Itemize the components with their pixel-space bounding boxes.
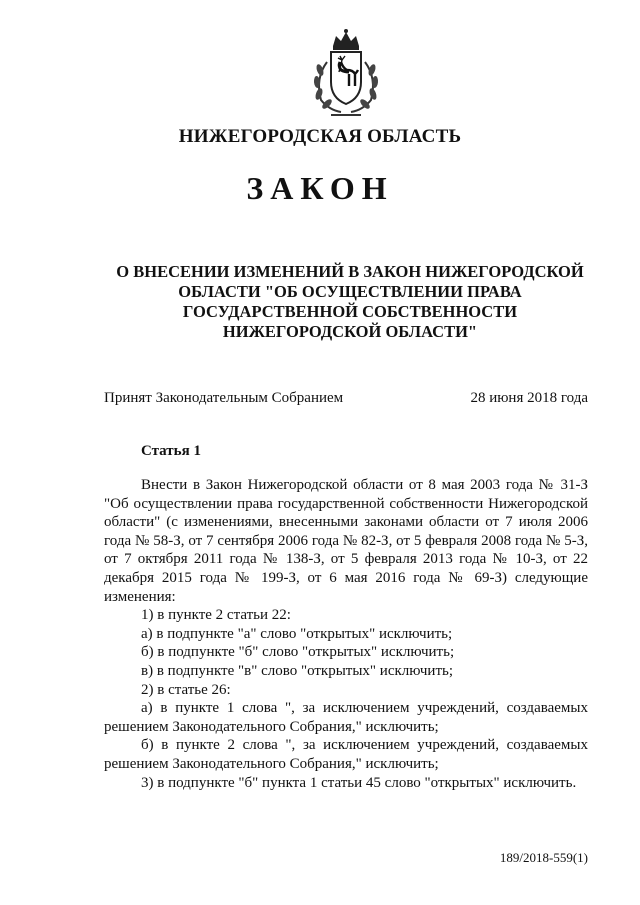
article-body: [104, 476, 588, 792]
adoption-date: 28 июня 2018 года: [470, 390, 588, 406]
list-item: в) в подпункте "в" слово "открытых" исключить;: [141, 662, 454, 679]
list-item: 3) в подпункте "б" пункта 1 статьи 45 слово "открытых" исключить.: [141, 774, 577, 791]
law-title: О ВНЕСЕНИИ ИЗМЕНЕНИЙ В ЗАКОН НИЖЕГОРОДСКОЙ ОБЛАСТИ "ОБ ОСУЩЕСТВЛЕНИИ ПРАВА ГОСУДАРСТВЕННОЙ СОБСТВЕННОСТИ НИЖЕГОРОДСКОЙ ОБЛАСТИ": [116, 262, 584, 341]
list-item: 2) в статье 26:: [141, 681, 231, 698]
article-intro: Внести в Закон Нижегородской области от 8 мая 2003 года № 31-З "Об осуществлении права государственной собственности Нижегородской области" (с изменениями, внесенными законами области от 7 июля 2006 года № 58-З, от 7 сентября 2006 года № 82-З, от 5 февраля 2008 года № 5-З, от 7 октября 2011 года № 138-З, от 5 февраля 2013 года № 10-З, от 22 декабря 2015 года № 199-З, от 6 мая 2016 года № 69-З) следующие изменения:: [104, 477, 588, 605]
adopted-by: Принят Законодательным Собранием: [104, 390, 344, 406]
region-name: НИЖЕГОРОДСКАЯ ОБЛАСТЬ: [178, 126, 462, 147]
list-item: а) в пункте 1 слова ", за исключением учреждений, создаваемых решением Законодательного Собрания," исключить;: [104, 700, 588, 735]
nizhny-novgorod-coat-of-arms-icon: [305, 28, 387, 116]
document-type: ЗАКОН: [246, 170, 394, 206]
document-reference-number: 189/2018-559(1): [499, 850, 588, 865]
article-heading: Статья 1: [141, 443, 201, 459]
list-item: 1) в пункте 2 статьи 22:: [141, 607, 291, 624]
list-item: б) в пункте 2 слова ", за исключением учреждений, создаваемых решением Законодательного Собрания," исключить;: [104, 737, 588, 772]
list-item: б) в подпункте "б" слово "открытых" исключить;: [141, 644, 455, 661]
list-item: а) в подпункте "а" слово "открытых" исключить;: [141, 625, 453, 642]
